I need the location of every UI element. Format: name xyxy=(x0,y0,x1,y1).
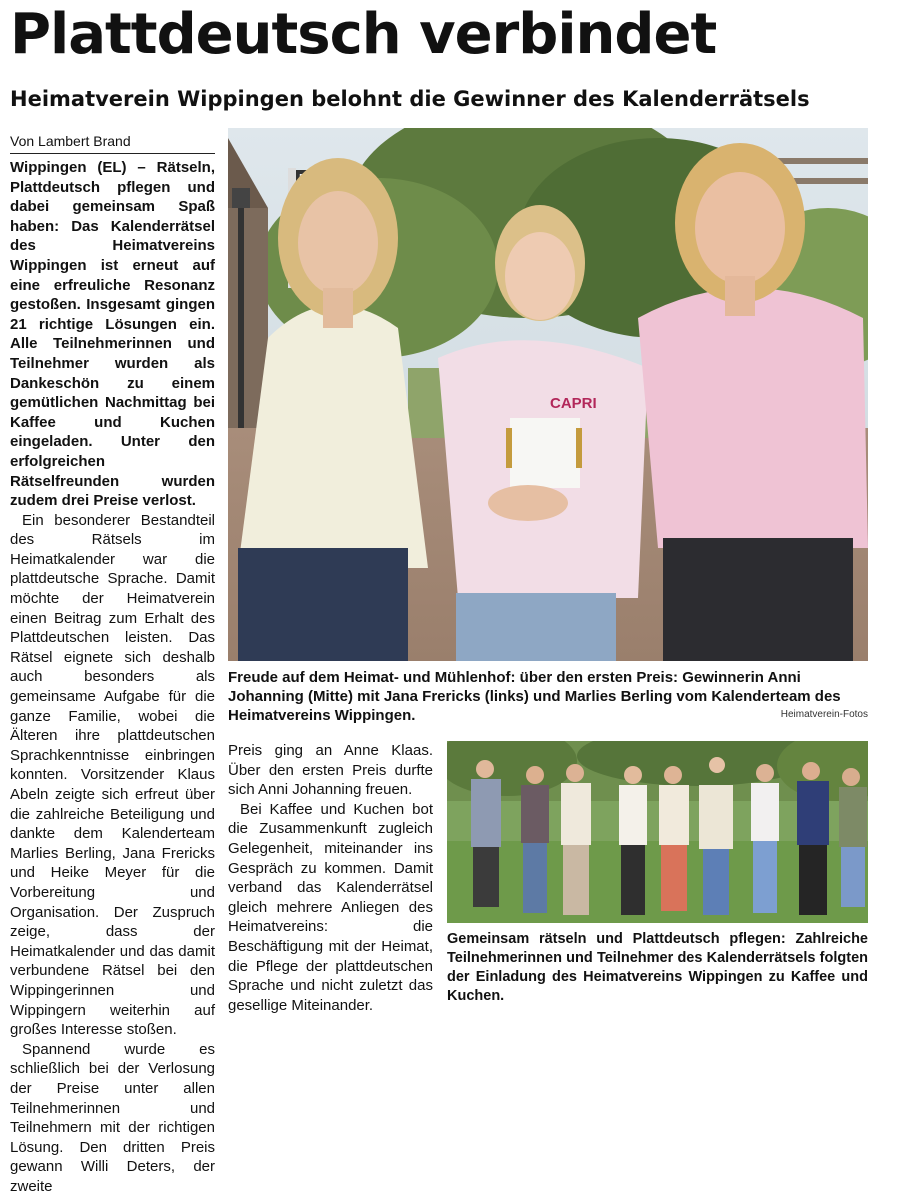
group-photo-illustration xyxy=(447,741,868,923)
body-paragraph: Ein besonderer Bestandteil des Rätsels im Heimatkalender war die plattdeutsche Sprache. Damit möchte der Heimatverein einen Beitrag zum Erhalt des Plattdeutschen leisten. Das Rätsel eignete sich deshalb auch besonders als gemeinsame Aufgabe für die ganze Familie, wobei die Älteren ihre plattdeutschen Sprachkenntnisse einbringen konnten. Vorsitzender Klaus Abeln zeigte sich erfreut über die zahlreiche Beteiligung und dankte dem Kalenderteam Marlies Berling, Jana Frericks und Heike Meyer für die Vorbereitung und Organisation. Der Zuspruch zeige, dass der Heimatkalender und das damit verbundene Rätsel bei den Wippingerinnen und Wippingern weiterhin auf großes Interesse stoßen. xyxy=(10,511,215,1039)
shirt-text: CAPRI xyxy=(550,395,597,412)
byline: Von Lambert Brand xyxy=(10,132,215,154)
article-column-1 xyxy=(10,158,215,1196)
main-photo-illustration xyxy=(228,128,868,661)
photo-credit: Heimatverein-Fotos xyxy=(780,709,868,720)
group-photo xyxy=(447,741,868,923)
body-paragraph-continued: Preis ging an Anne Klaas. Über den ersten Preis durfte sich Anni Johanning freuen. xyxy=(228,742,433,799)
headline: Plattdeutsch verbindet xyxy=(10,2,717,67)
body-paragraph: Spannend wurde es schließlich bei der Verlosung der Preise unter allen Teilnehmerinnen und Teilnehmern mit der richtigen Lösung. Den dritten Preis gewann Willi Deters, der zweite xyxy=(10,1040,215,1195)
body-paragraph: Bei Kaffee und Kuchen bot die Zusammenkunft zugleich Gelegenheit, miteinander ins Gespräch zu kommen. Damit verband das Kalenderrätsel gleich mehrere Anliegen des Heimatvereins: die Beschäftigung mit der Heimat, die Pflege der plattdeutschen Sprache und nicht zuletzt das gesellige Miteinander. xyxy=(228,800,433,1014)
lead-paragraph: Wippingen (EL) – Rätseln, Plattdeutsch pflegen und dabei gemeinsam Spaß haben: Das Kalenderrätsel des Heimatvereins Wippingen ist erneut auf eine erfreuliche Resonanz gestoßen. Insgesamt gingen 21 richtige Lösungen ein. Alle Teilnehmerinnen und Teilnehmer wurden als Dankeschön zu einem gemütlichen Nachmittag bei Kaffee und Kuchen eingeladen. Unter den erfolgreichen Rätselfreunden wurden zudem drei Preise verlost. xyxy=(10,159,215,510)
group-photo-caption: Gemeinsam rätseln und Plattdeutsch pflegen: Zahlreiche Teilnehmerinnen und Teilnehmer des Kalenderrätsels folgten der Einladung des Heimatvereins Wippingen zu Kaffee und Kuchen. xyxy=(447,931,868,1004)
main-photo-caption: Freude auf dem Heimat- und Mühlenhof: über den ersten Preis: Gewinnerin Anni Johanning (Mitte) mit Jana Frericks (links) und Marlies Berling vom Kalenderteam des Heimatvereins Wippingen. xyxy=(228,669,841,724)
main-photo xyxy=(228,128,868,661)
article-column-2 xyxy=(228,741,433,1015)
subheadline: Heimatverein Wippingen belohnt die Gewinner des Kalenderrätsels xyxy=(10,87,810,111)
